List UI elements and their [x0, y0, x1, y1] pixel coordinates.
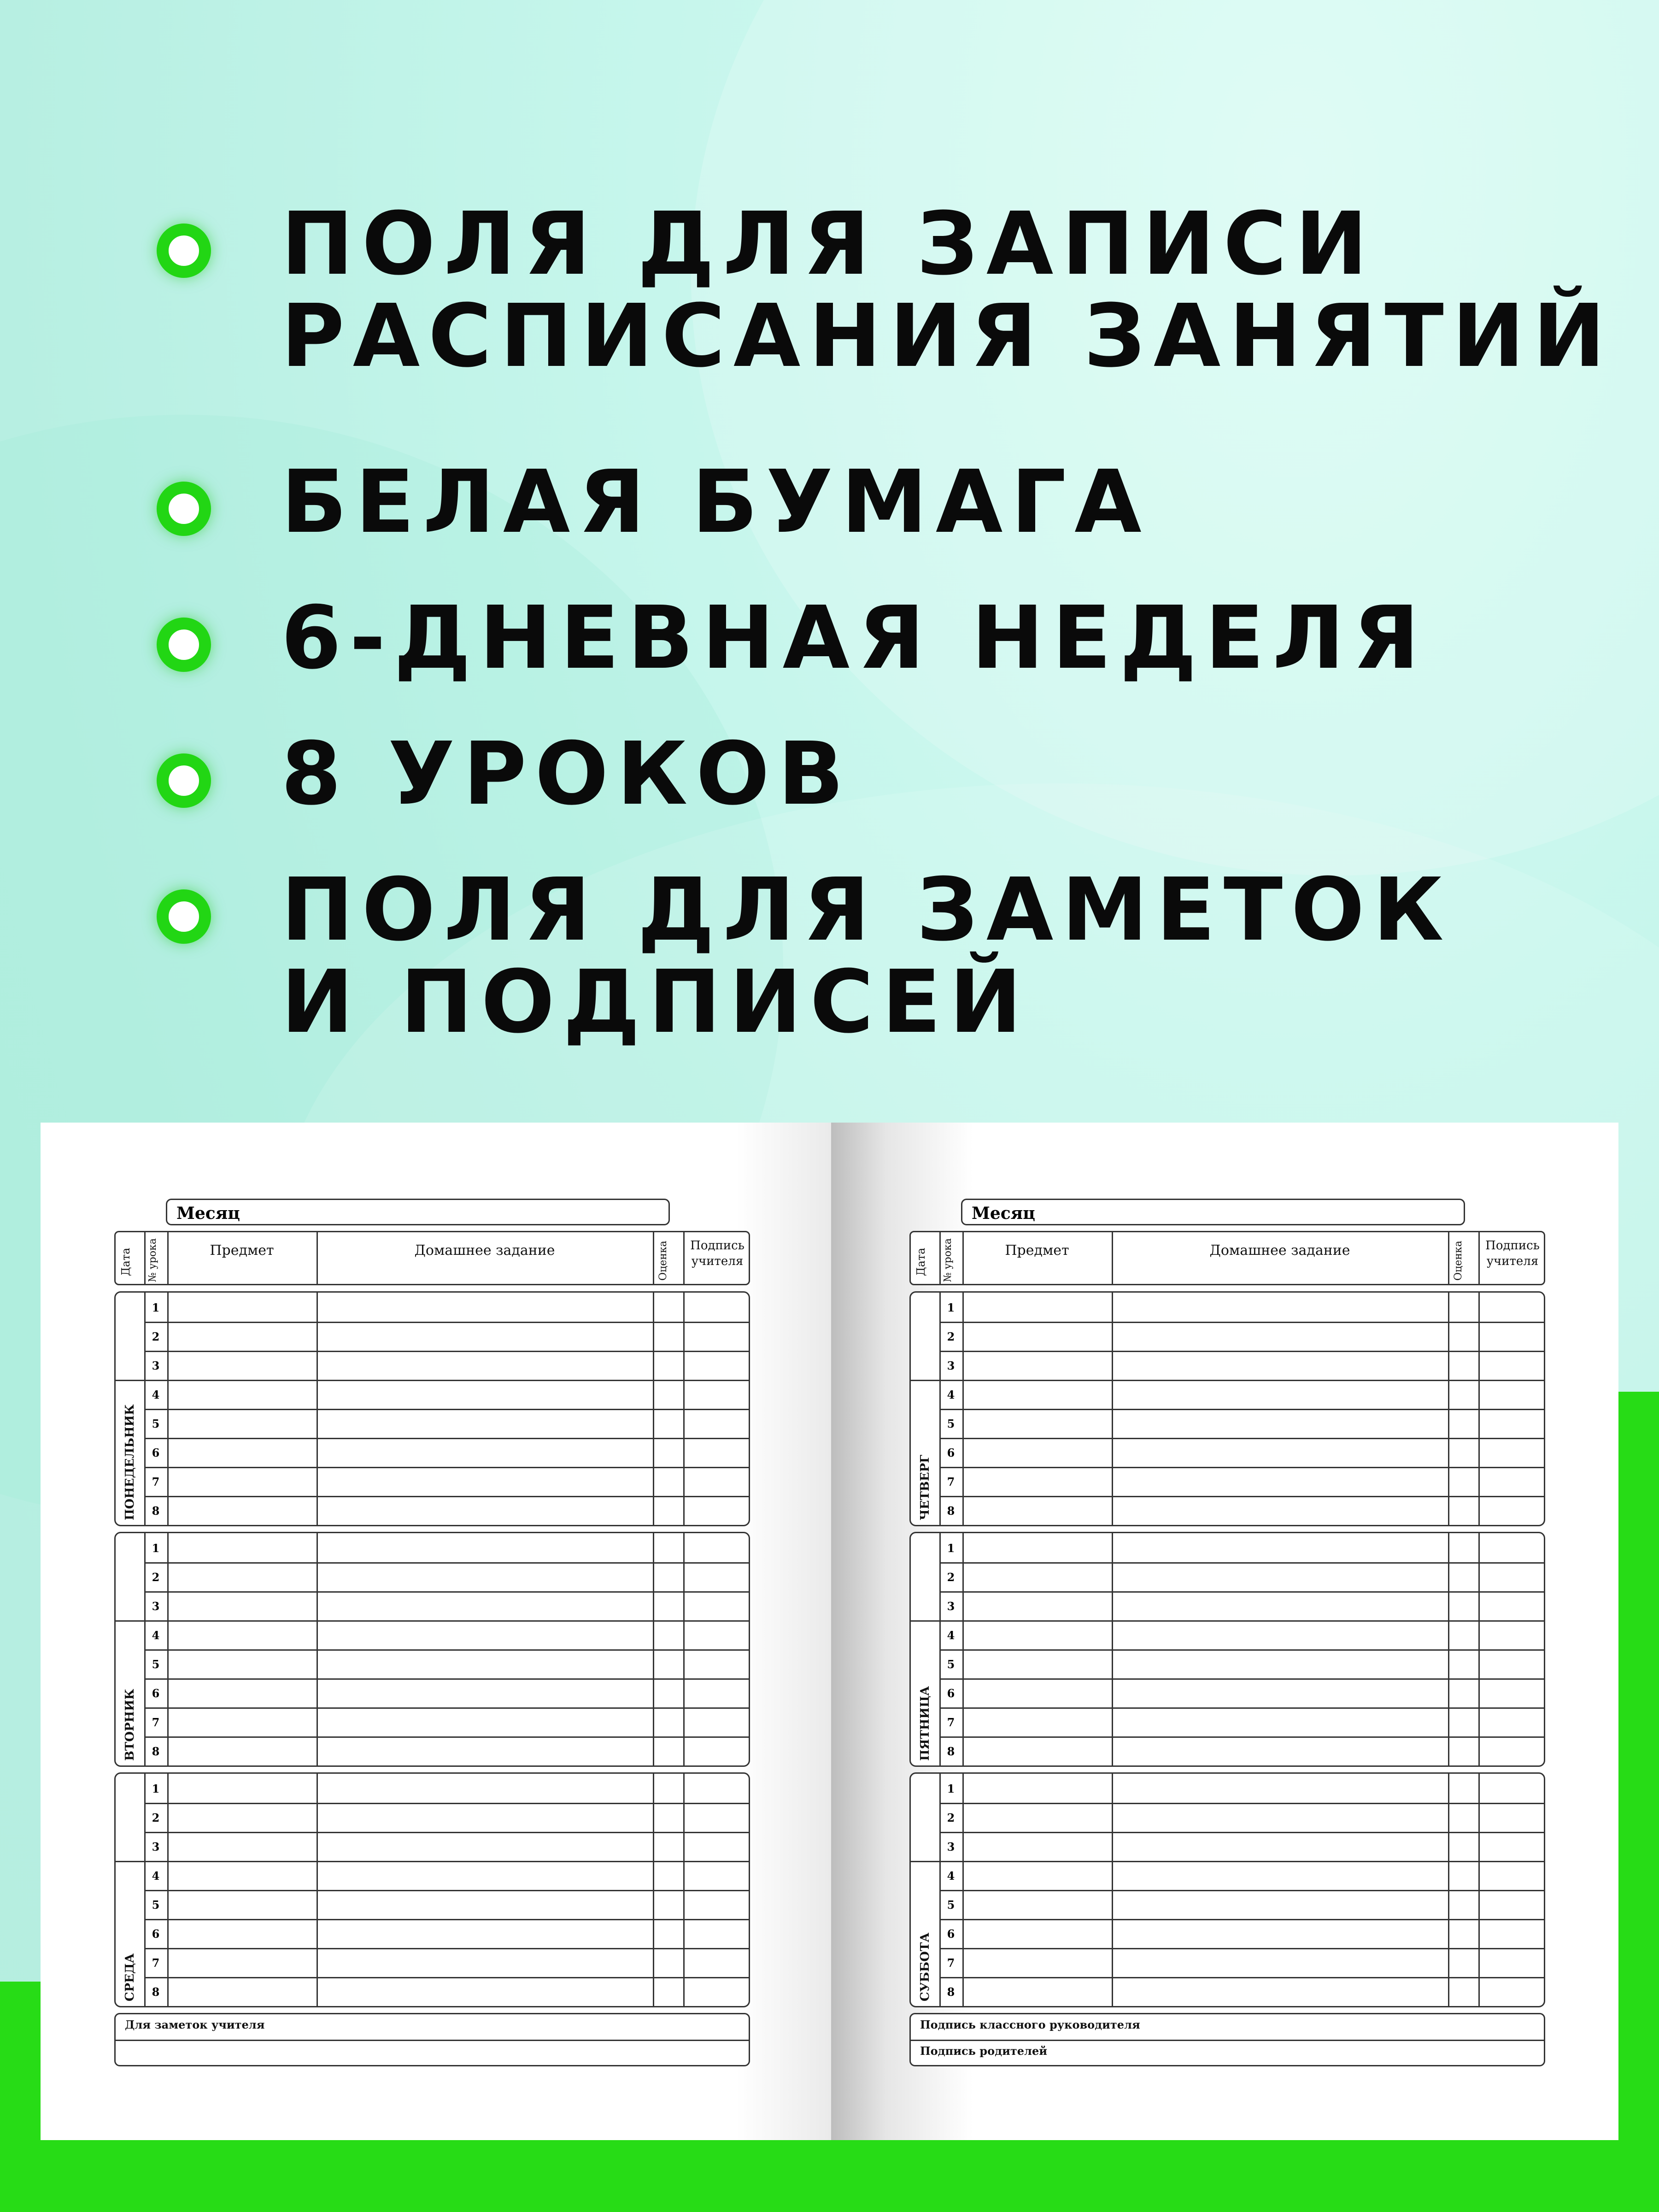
- lesson-number: 7: [152, 1956, 160, 1970]
- lesson-number: 2: [152, 1571, 160, 1584]
- lesson-number: 4: [947, 1629, 955, 1642]
- row-divider: [939, 1467, 1544, 1468]
- lesson-number: 3: [152, 1359, 160, 1372]
- header-date: Дата: [119, 1247, 132, 1276]
- feature-text: ПОЛЯ ДЛЯ ЗАМЕТОК: [281, 859, 1452, 960]
- row-divider: [144, 1562, 749, 1564]
- day-name: ПЯТНИЦА: [918, 1686, 932, 1761]
- bullet-icon: [157, 753, 211, 808]
- header-homework: Домашнее задание: [1209, 1242, 1350, 1259]
- row-divider: [939, 1977, 1544, 1978]
- day-block: [909, 1772, 1545, 2007]
- lesson-number: 4: [152, 1869, 160, 1883]
- row-divider: [939, 1562, 1544, 1564]
- day-block: [114, 1772, 750, 2007]
- bullet-icon: [157, 224, 211, 278]
- row-divider: [144, 1351, 749, 1352]
- header-lesson-no: № урока: [942, 1238, 954, 1282]
- lesson-number: 7: [947, 1475, 955, 1488]
- lesson-number: 7: [152, 1475, 160, 1488]
- lesson-number: 1: [947, 1782, 955, 1795]
- lesson-number: 3: [152, 1840, 160, 1853]
- date-divider: [911, 1861, 939, 1862]
- column-divider: [1448, 1232, 1449, 1284]
- day-block: [909, 1291, 1545, 1526]
- row-divider: [939, 1409, 1544, 1410]
- lesson-number: 1: [152, 1782, 160, 1795]
- row-divider: [939, 1832, 1544, 1833]
- footer-label: Подпись родителей: [920, 2044, 1048, 2058]
- feature-text: 8 УРОКОВ: [281, 724, 852, 824]
- lesson-number: 3: [947, 1359, 955, 1372]
- column-divider: [144, 1232, 146, 1284]
- row-divider: [144, 1861, 749, 1862]
- lesson-number: 5: [152, 1658, 160, 1671]
- row-divider: [144, 1707, 749, 1709]
- lesson-number: 7: [947, 1716, 955, 1729]
- row-divider: [939, 1591, 1544, 1593]
- diary-page-right: [831, 1123, 1618, 2140]
- lesson-number: 1: [152, 1301, 160, 1314]
- day-block: [114, 1291, 750, 1526]
- row-divider: [144, 1467, 749, 1468]
- lesson-number: 4: [152, 1629, 160, 1642]
- lesson-number: 4: [947, 1869, 955, 1883]
- row-divider: [939, 1736, 1544, 1738]
- row-divider: [939, 1438, 1544, 1439]
- lesson-number: 6: [947, 1927, 955, 1941]
- lesson-number: 3: [947, 1840, 955, 1853]
- lesson-number: 6: [152, 1687, 160, 1700]
- header-date: Дата: [915, 1247, 927, 1276]
- row-divider: [939, 1803, 1544, 1804]
- row-divider: [939, 1919, 1544, 1920]
- lesson-number: 8: [947, 1985, 955, 1999]
- lesson-number: 4: [947, 1388, 955, 1401]
- green-band: [0, 2134, 1659, 2212]
- lesson-number: 7: [947, 1956, 955, 1970]
- lesson-number: 5: [947, 1658, 955, 1671]
- row-divider: [939, 1861, 1544, 1862]
- header-subject: Предмет: [210, 1242, 274, 1259]
- row-divider: [144, 1322, 749, 1323]
- month-field: Месяц: [166, 1199, 670, 1225]
- lesson-number: 5: [152, 1898, 160, 1912]
- lesson-number: 8: [152, 1985, 160, 1999]
- lesson-number: 5: [152, 1417, 160, 1430]
- lesson-number: 8: [152, 1745, 160, 1758]
- lesson-number: 5: [947, 1898, 955, 1912]
- lesson-number: 3: [947, 1600, 955, 1613]
- row-divider: [939, 1351, 1544, 1352]
- feature-text: БЕЛАЯ БУМАГА: [281, 452, 1150, 553]
- row-divider: [144, 1591, 749, 1593]
- row-divider: [939, 1380, 1544, 1381]
- notes-box: [114, 2013, 750, 2066]
- row-divider: [144, 1678, 749, 1680]
- bullet-icon: [157, 482, 211, 536]
- bullet-icon: [157, 889, 211, 944]
- row-divider: [939, 1322, 1544, 1323]
- lesson-number: 8: [152, 1504, 160, 1518]
- day-name: СУББОТА: [918, 1932, 932, 2001]
- diary-spread: [41, 1123, 1618, 2140]
- feature-text: РАСПИСАНИЯ ЗАНЯТИЙ: [281, 286, 1614, 387]
- row-divider: [116, 2040, 749, 2041]
- day-name: СРЕДА: [123, 1953, 137, 2001]
- diary-page-left: [41, 1123, 831, 2140]
- day-block: [909, 1532, 1545, 1767]
- lesson-number: 3: [152, 1600, 160, 1613]
- lesson-number: 1: [947, 1301, 955, 1314]
- row-divider: [144, 1977, 749, 1978]
- row-divider: [144, 1948, 749, 1949]
- lesson-number: 5: [947, 1417, 955, 1430]
- lesson-number: 6: [947, 1687, 955, 1700]
- lesson-number: 2: [152, 1811, 160, 1824]
- header-lesson-no: № урока: [147, 1238, 158, 1282]
- feature-text: ПОЛЯ ДЛЯ ЗАПИСИ: [281, 194, 1376, 294]
- row-divider: [144, 1380, 749, 1381]
- footer-label: Для заметок учителя: [125, 2018, 265, 2031]
- lesson-number: 2: [947, 1330, 955, 1343]
- header-grade: Оценка: [1453, 1241, 1464, 1281]
- row-divider: [939, 1649, 1544, 1651]
- header-homework: Домашнее задание: [414, 1242, 555, 1259]
- lesson-number: 7: [152, 1716, 160, 1729]
- table-header: [114, 1231, 750, 1285]
- lesson-number: 1: [947, 1541, 955, 1555]
- lesson-number: 6: [152, 1446, 160, 1459]
- date-divider: [116, 1861, 144, 1862]
- row-divider: [144, 1736, 749, 1738]
- feature-text: 6-ДНЕВНАЯ НЕДЕЛЯ: [281, 588, 1428, 688]
- lesson-number: 2: [947, 1811, 955, 1824]
- date-divider: [116, 1380, 144, 1381]
- lesson-number: 1: [152, 1541, 160, 1555]
- lesson-number: 4: [152, 1388, 160, 1401]
- day-block: [114, 1532, 750, 1767]
- row-divider: [939, 1707, 1544, 1709]
- row-divider: [144, 1649, 749, 1651]
- header-subject: Предмет: [1005, 1242, 1069, 1259]
- table-header: [909, 1231, 1545, 1285]
- day-name: ЧЕТВЕРГ: [918, 1454, 932, 1520]
- row-divider: [144, 1919, 749, 1920]
- row-divider: [939, 1678, 1544, 1680]
- lesson-number: 2: [152, 1330, 160, 1343]
- lesson-number: 6: [947, 1446, 955, 1459]
- day-name: ВТОРНИК: [123, 1688, 137, 1761]
- header-signature: Подпись учителя: [690, 1239, 744, 1268]
- row-divider: [939, 1890, 1544, 1891]
- feature-text: И ПОДПИСЕЙ: [281, 952, 1030, 1053]
- lesson-number: 6: [152, 1927, 160, 1941]
- header-signature: Подпись учителя: [1485, 1239, 1540, 1268]
- row-divider: [939, 1948, 1544, 1949]
- bullet-icon: [157, 618, 211, 672]
- date-divider: [911, 1620, 939, 1622]
- row-divider: [939, 1620, 1544, 1622]
- notes-box: [909, 2013, 1545, 2066]
- date-divider: [116, 1620, 144, 1622]
- lesson-number: 8: [947, 1745, 955, 1758]
- column-divider: [939, 1232, 941, 1284]
- lesson-number: 2: [947, 1571, 955, 1584]
- header-grade: Оценка: [657, 1241, 669, 1281]
- day-name: ПОНЕДЕЛЬНИК: [123, 1404, 137, 1520]
- footer-label: Подпись классного руководителя: [920, 2018, 1140, 2031]
- lesson-number: 8: [947, 1504, 955, 1518]
- row-divider: [939, 1496, 1544, 1497]
- row-divider: [144, 1890, 749, 1891]
- row-divider: [911, 2040, 1544, 2041]
- month-field: Месяц: [961, 1199, 1465, 1225]
- date-divider: [911, 1380, 939, 1381]
- row-divider: [144, 1832, 749, 1833]
- column-divider: [653, 1232, 654, 1284]
- row-divider: [144, 1496, 749, 1497]
- row-divider: [144, 1620, 749, 1622]
- row-divider: [144, 1803, 749, 1804]
- row-divider: [144, 1438, 749, 1439]
- row-divider: [144, 1409, 749, 1410]
